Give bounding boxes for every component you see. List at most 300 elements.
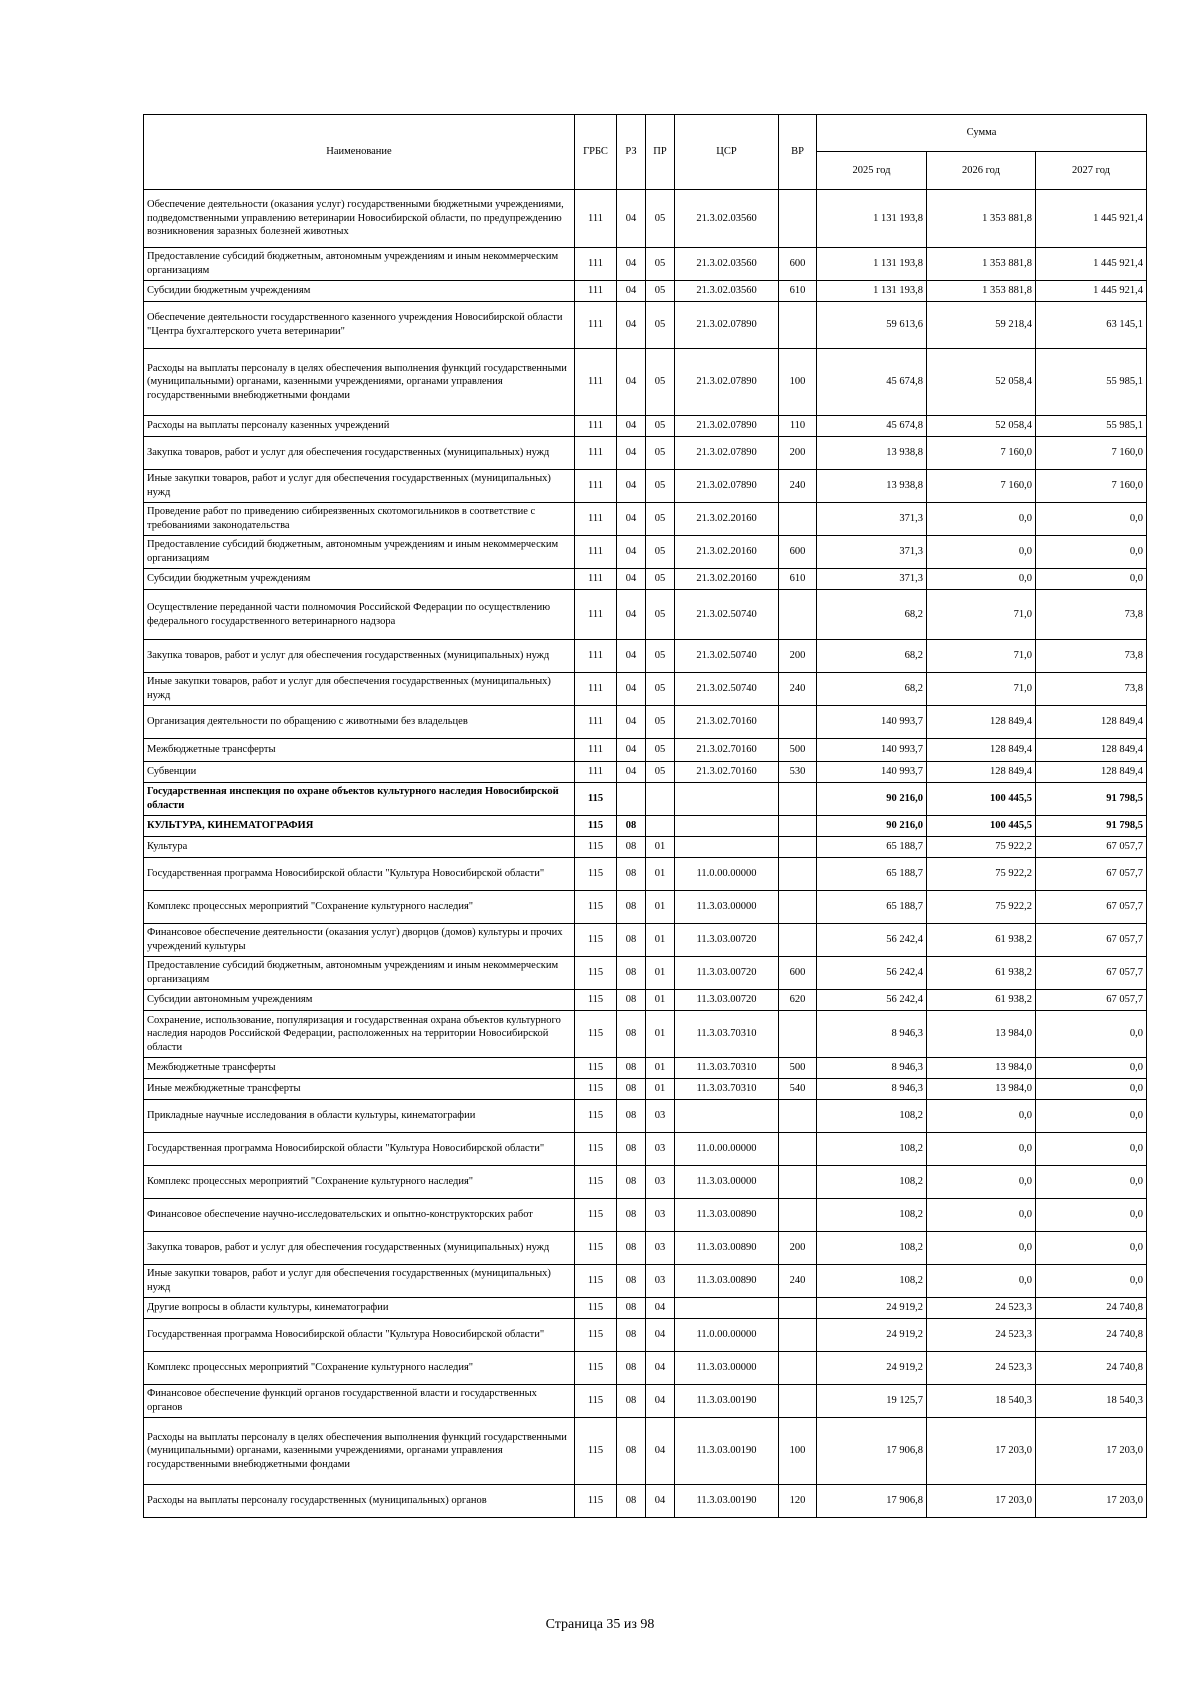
table-row [144,503,1147,536]
cell-sum-2027: 128 849,4 [1036,706,1147,739]
cell-rz: 08 [617,1011,646,1058]
cell-csr: 11.3.03.70310 [675,1011,779,1058]
cell-sum-2027: 73,8 [1036,640,1147,673]
cell-grbs: 115 [575,783,617,816]
cell-name: Иные закупки товаров, работ и услуг для обеспечения государственных (муниципальных) нужд [144,673,575,706]
table-row [144,924,1147,957]
cell-grbs: 115 [575,1385,617,1418]
table-row [144,590,1147,640]
cell-sum-2026: 61 938,2 [927,990,1036,1011]
cell-csr: 11.0.00.00000 [675,1133,779,1166]
cell-sum-2025: 17 906,8 [817,1418,927,1485]
cell-sum-2026: 52 058,4 [927,416,1036,437]
cell-sum-2027: 0,0 [1036,1011,1147,1058]
header-rz: РЗ [617,115,646,190]
table-row [144,1352,1147,1385]
cell-vr [779,1011,817,1058]
cell-vr [779,190,817,248]
cell-sum-2026: 128 849,4 [927,739,1036,762]
cell-csr: 21.3.02.07890 [675,302,779,349]
cell-sum-2025: 90 216,0 [817,816,927,837]
cell-csr: 21.3.02.70160 [675,706,779,739]
cell-pr: 01 [646,1079,675,1100]
cell-rz: 08 [617,1133,646,1166]
cell-name: Сохранение, использование, популяризация и государственная охрана объектов культурного наследия народов Российской Федерации, расположенных на территории Новосибирской области [144,1011,575,1058]
table-row [144,673,1147,706]
cell-grbs: 115 [575,1232,617,1265]
cell-rz: 04 [617,281,646,302]
cell-sum-2027: 18 540,3 [1036,1385,1147,1418]
cell-name: Предоставление субсидий бюджетным, автономным учреждениям и иным некоммерческим организациям [144,248,575,281]
cell-sum-2027: 0,0 [1036,1133,1147,1166]
cell-csr: 11.0.00.00000 [675,858,779,891]
cell-sum-2027: 7 160,0 [1036,437,1147,470]
cell-name: Субсидии бюджетным учреждениям [144,281,575,302]
cell-rz: 08 [617,1485,646,1518]
cell-rz: 04 [617,569,646,590]
cell-grbs: 115 [575,1298,617,1319]
cell-rz: 04 [617,590,646,640]
table-row [144,783,1147,816]
cell-sum-2027: 0,0 [1036,1199,1147,1232]
cell-csr [675,837,779,858]
table-row [144,1166,1147,1199]
table-row [144,248,1147,281]
table-row [144,1265,1147,1298]
table-row [144,1079,1147,1100]
cell-pr: 05 [646,569,675,590]
cell-csr: 11.3.03.00890 [675,1265,779,1298]
cell-name: Комплекс процессных мероприятий "Сохранение культурного наследия" [144,1352,575,1385]
cell-sum-2025: 24 919,2 [817,1352,927,1385]
cell-name: Обеспечение деятельности (оказания услуг) государственными бюджетными учреждениями, подведомственными управлению ветеринарии Новосибирской области, по предупреждению возникновения заразных болезней животных [144,190,575,248]
cell-pr: 03 [646,1133,675,1166]
cell-sum-2025: 65 188,7 [817,858,927,891]
cell-vr: 500 [779,739,817,762]
cell-sum-2027: 0,0 [1036,1265,1147,1298]
cell-rz: 08 [617,1199,646,1232]
cell-rz: 08 [617,924,646,957]
cell-vr [779,1385,817,1418]
cell-sum-2026: 17 203,0 [927,1485,1036,1518]
cell-csr: 11.3.03.70310 [675,1058,779,1079]
table-row [144,1485,1147,1518]
cell-vr [779,858,817,891]
cell-rz: 08 [617,1265,646,1298]
cell-csr: 21.3.02.50740 [675,590,779,640]
cell-rz: 08 [617,1385,646,1418]
cell-vr [779,1319,817,1352]
cell-grbs: 111 [575,437,617,470]
cell-sum-2026: 75 922,2 [927,891,1036,924]
cell-sum-2025: 140 993,7 [817,739,927,762]
cell-sum-2027: 0,0 [1036,569,1147,590]
cell-vr: 600 [779,248,817,281]
cell-name: Государственная программа Новосибирской области "Культура Новосибирской области" [144,858,575,891]
cell-grbs: 111 [575,640,617,673]
cell-pr: 03 [646,1166,675,1199]
cell-pr: 05 [646,190,675,248]
cell-sum-2025: 65 188,7 [817,891,927,924]
header-csr: ЦСР [675,115,779,190]
cell-grbs: 115 [575,990,617,1011]
cell-sum-2026: 1 353 881,8 [927,281,1036,302]
cell-grbs: 111 [575,416,617,437]
cell-pr: 04 [646,1418,675,1485]
cell-rz: 08 [617,990,646,1011]
cell-rz: 04 [617,640,646,673]
cell-name: Иные закупки товаров, работ и услуг для обеспечения государственных (муниципальных) нужд [144,1265,575,1298]
cell-name: Расходы на выплаты персоналу в целях обеспечения выполнения функций государственными (муниципальными) органами, казенными учреждениями, органами управления государственными внебюджетными фондами [144,349,575,416]
cell-rz: 08 [617,1319,646,1352]
cell-name: Осуществление переданной части полномочия Российской Федерации по осуществлению федерального государственного ветеринарного надзора [144,590,575,640]
cell-vr [779,590,817,640]
table-row [144,1232,1147,1265]
cell-rz: 08 [617,1352,646,1385]
cell-grbs: 115 [575,1166,617,1199]
cell-sum-2025: 59 613,6 [817,302,927,349]
cell-csr: 11.3.03.00890 [675,1232,779,1265]
cell-sum-2025: 56 242,4 [817,990,927,1011]
table-row [144,1133,1147,1166]
cell-sum-2026: 7 160,0 [927,470,1036,503]
cell-name: Прикладные научные исследования в области культуры, кинематографии [144,1100,575,1133]
cell-pr: 03 [646,1265,675,1298]
cell-sum-2027: 1 445 921,4 [1036,281,1147,302]
cell-sum-2025: 108,2 [817,1100,927,1133]
cell-csr: 21.3.02.50740 [675,673,779,706]
cell-grbs: 111 [575,470,617,503]
cell-name: Расходы на выплаты персоналу государственных (муниципальных) органов [144,1485,575,1518]
cell-pr: 01 [646,858,675,891]
cell-sum-2027: 67 057,7 [1036,837,1147,858]
cell-pr: 05 [646,706,675,739]
cell-pr: 05 [646,281,675,302]
table-row [144,816,1147,837]
header-pr: ПР [646,115,675,190]
cell-grbs: 111 [575,762,617,783]
cell-sum-2025: 45 674,8 [817,416,927,437]
table-row [144,1418,1147,1485]
cell-sum-2026: 13 984,0 [927,1011,1036,1058]
cell-pr: 05 [646,673,675,706]
cell-grbs: 115 [575,1352,617,1385]
cell-pr: 05 [646,437,675,470]
cell-sum-2025: 108,2 [817,1232,927,1265]
cell-sum-2025: 140 993,7 [817,706,927,739]
table-row [144,1058,1147,1079]
cell-sum-2025: 24 919,2 [817,1319,927,1352]
cell-sum-2027: 0,0 [1036,503,1147,536]
cell-grbs: 115 [575,1058,617,1079]
cell-sum-2026: 59 218,4 [927,302,1036,349]
cell-sum-2027: 67 057,7 [1036,891,1147,924]
cell-sum-2027: 0,0 [1036,1058,1147,1079]
cell-rz: 08 [617,891,646,924]
cell-sum-2025: 68,2 [817,590,927,640]
cell-rz: 08 [617,957,646,990]
cell-csr: 21.3.02.70160 [675,762,779,783]
cell-sum-2025: 1 131 193,8 [817,190,927,248]
cell-grbs: 115 [575,1485,617,1518]
cell-rz: 04 [617,416,646,437]
cell-csr: 11.3.03.00720 [675,990,779,1011]
cell-sum-2027: 0,0 [1036,1079,1147,1100]
cell-csr [675,1298,779,1319]
cell-grbs: 111 [575,248,617,281]
cell-name: Комплекс процессных мероприятий "Сохранение культурного наследия" [144,1166,575,1199]
cell-grbs: 115 [575,1011,617,1058]
cell-name: Закупка товаров, работ и услуг для обеспечения государственных (муниципальных) нужд [144,640,575,673]
cell-vr: 100 [779,349,817,416]
cell-sum-2027: 63 145,1 [1036,302,1147,349]
cell-vr [779,1352,817,1385]
cell-sum-2026: 75 922,2 [927,837,1036,858]
cell-pr: 05 [646,590,675,640]
cell-pr: 05 [646,503,675,536]
table-row [144,858,1147,891]
cell-pr: 05 [646,248,675,281]
cell-rz: 04 [617,302,646,349]
table-row [144,957,1147,990]
cell-sum-2027: 67 057,7 [1036,858,1147,891]
cell-sum-2025: 56 242,4 [817,924,927,957]
cell-pr: 04 [646,1352,675,1385]
cell-csr [675,816,779,837]
cell-sum-2025: 19 125,7 [817,1385,927,1418]
cell-pr [646,816,675,837]
cell-name: Субсидии автономным учреждениям [144,990,575,1011]
cell-sum-2027: 73,8 [1036,590,1147,640]
cell-name: КУЛЬТУРА, КИНЕМАТОГРАФИЯ [144,816,575,837]
table-row [144,536,1147,569]
cell-csr: 21.3.02.70160 [675,739,779,762]
cell-rz: 08 [617,1232,646,1265]
cell-vr: 540 [779,1079,817,1100]
cell-grbs: 111 [575,590,617,640]
cell-name: Иные закупки товаров, работ и услуг для обеспечения государственных (муниципальных) нужд [144,470,575,503]
cell-sum-2025: 371,3 [817,569,927,590]
header-year-2026: 2026 год [927,152,1036,190]
cell-grbs: 115 [575,957,617,990]
cell-rz: 08 [617,1298,646,1319]
cell-pr: 03 [646,1199,675,1232]
cell-rz: 04 [617,248,646,281]
cell-grbs: 115 [575,837,617,858]
table-row [144,1385,1147,1418]
cell-sum-2026: 71,0 [927,590,1036,640]
cell-pr: 01 [646,924,675,957]
cell-sum-2026: 13 984,0 [927,1079,1036,1100]
budget-table [143,114,1147,1518]
page-number: Страница 35 из 98 [545,1617,655,1632]
cell-rz: 04 [617,739,646,762]
cell-csr: 21.3.02.20160 [675,569,779,590]
cell-pr: 04 [646,1319,675,1352]
cell-sum-2025: 8 946,3 [817,1079,927,1100]
cell-sum-2025: 371,3 [817,503,927,536]
cell-vr: 610 [779,569,817,590]
cell-sum-2025: 17 906,8 [817,1485,927,1518]
cell-grbs: 115 [575,1319,617,1352]
cell-sum-2027: 24 740,8 [1036,1319,1147,1352]
cell-rz: 04 [617,437,646,470]
cell-name: Государственная инспекция по охране объектов культурного наследия Новосибирской области [144,783,575,816]
cell-vr: 600 [779,536,817,569]
cell-sum-2027: 0,0 [1036,536,1147,569]
cell-pr: 01 [646,990,675,1011]
cell-sum-2026: 1 353 881,8 [927,190,1036,248]
cell-sum-2027: 73,8 [1036,673,1147,706]
table-row [144,1011,1147,1058]
cell-sum-2027: 17 203,0 [1036,1418,1147,1485]
cell-csr: 21.3.02.07890 [675,437,779,470]
cell-sum-2025: 24 919,2 [817,1298,927,1319]
cell-pr [646,783,675,816]
cell-csr: 11.3.03.00890 [675,1199,779,1232]
cell-name: Расходы на выплаты персоналу в целях обеспечения выполнения функций государственными (муниципальными) органами, казенными учреждениями, органами управления государственными внебюджетными фондами [144,1418,575,1485]
cell-pr: 03 [646,1232,675,1265]
cell-pr: 05 [646,536,675,569]
cell-sum-2026: 128 849,4 [927,706,1036,739]
cell-vr [779,1166,817,1199]
cell-pr: 05 [646,739,675,762]
cell-pr: 04 [646,1385,675,1418]
header-sum: Сумма [817,115,1147,152]
cell-sum-2026: 100 445,5 [927,816,1036,837]
cell-sum-2025: 1 131 193,8 [817,248,927,281]
cell-sum-2026: 128 849,4 [927,762,1036,783]
cell-sum-2027: 128 849,4 [1036,739,1147,762]
cell-vr: 200 [779,1232,817,1265]
cell-sum-2026: 0,0 [927,503,1036,536]
cell-sum-2027: 128 849,4 [1036,762,1147,783]
cell-rz: 04 [617,470,646,503]
cell-pr: 04 [646,1298,675,1319]
cell-name: Межбюджетные трансферты [144,739,575,762]
cell-sum-2026: 18 540,3 [927,1385,1036,1418]
cell-name: Закупка товаров, работ и услуг для обеспечения государственных (муниципальных) нужд [144,1232,575,1265]
table-row [144,1100,1147,1133]
cell-pr: 01 [646,891,675,924]
table-row [144,470,1147,503]
cell-name: Межбюджетные трансферты [144,1058,575,1079]
cell-vr [779,1298,817,1319]
cell-sum-2025: 108,2 [817,1133,927,1166]
header-year-2025: 2025 год [817,152,927,190]
cell-rz: 04 [617,190,646,248]
header-vr: ВР [779,115,817,190]
cell-name: Обеспечение деятельности государственного казенного учреждения Новосибирской области "Центра бухгалтерского учета ветеринарии" [144,302,575,349]
cell-sum-2027: 0,0 [1036,1100,1147,1133]
cell-sum-2026: 13 984,0 [927,1058,1036,1079]
cell-csr: 11.3.03.00720 [675,957,779,990]
cell-rz: 04 [617,503,646,536]
cell-sum-2025: 68,2 [817,640,927,673]
cell-sum-2027: 1 445 921,4 [1036,190,1147,248]
cell-name: Комплекс процессных мероприятий "Сохранение культурного наследия" [144,891,575,924]
cell-grbs: 115 [575,1199,617,1232]
table-row [144,416,1147,437]
cell-sum-2026: 0,0 [927,569,1036,590]
table-row [144,1298,1147,1319]
table-row [144,891,1147,924]
cell-pr: 05 [646,349,675,416]
cell-sum-2027: 67 057,7 [1036,957,1147,990]
table-row [144,640,1147,673]
header-grbs: ГРБС [575,115,617,190]
cell-pr: 05 [646,302,675,349]
cell-sum-2025: 371,3 [817,536,927,569]
table-row [144,837,1147,858]
cell-sum-2025: 108,2 [817,1166,927,1199]
cell-sum-2026: 71,0 [927,673,1036,706]
cell-sum-2027: 0,0 [1036,1166,1147,1199]
cell-vr [779,837,817,858]
cell-sum-2025: 65 188,7 [817,837,927,858]
cell-vr: 620 [779,990,817,1011]
cell-pr: 01 [646,1058,675,1079]
cell-sum-2026: 24 523,3 [927,1352,1036,1385]
cell-vr: 500 [779,1058,817,1079]
cell-vr [779,302,817,349]
cell-grbs: 115 [575,1079,617,1100]
cell-sum-2026: 24 523,3 [927,1319,1036,1352]
cell-rz: 08 [617,858,646,891]
cell-sum-2026: 100 445,5 [927,783,1036,816]
cell-vr: 100 [779,1418,817,1485]
cell-rz: 04 [617,706,646,739]
cell-grbs: 111 [575,349,617,416]
cell-csr: 21.3.02.03560 [675,190,779,248]
cell-sum-2025: 140 993,7 [817,762,927,783]
cell-sum-2025: 13 938,8 [817,437,927,470]
cell-rz: 04 [617,536,646,569]
cell-vr: 110 [779,416,817,437]
cell-sum-2025: 68,2 [817,673,927,706]
cell-sum-2025: 56 242,4 [817,957,927,990]
cell-vr: 200 [779,640,817,673]
table-row [144,349,1147,416]
cell-sum-2026: 0,0 [927,1232,1036,1265]
cell-rz: 08 [617,837,646,858]
cell-rz: 08 [617,1100,646,1133]
table-body [144,190,1147,1518]
cell-vr [779,783,817,816]
cell-pr: 04 [646,1485,675,1518]
cell-sum-2026: 24 523,3 [927,1298,1036,1319]
cell-grbs: 111 [575,503,617,536]
cell-sum-2026: 0,0 [927,1265,1036,1298]
cell-rz: 08 [617,1058,646,1079]
cell-sum-2027: 91 798,5 [1036,783,1147,816]
cell-sum-2026: 61 938,2 [927,924,1036,957]
cell-pr: 01 [646,837,675,858]
cell-name: Государственная программа Новосибирской области "Культура Новосибирской области" [144,1319,575,1352]
cell-csr: 11.3.03.00190 [675,1418,779,1485]
cell-csr: 21.3.02.07890 [675,470,779,503]
cell-pr: 01 [646,957,675,990]
cell-vr [779,816,817,837]
cell-csr: 21.3.02.03560 [675,248,779,281]
table-row [144,739,1147,762]
cell-name: Субвенции [144,762,575,783]
cell-rz: 08 [617,1079,646,1100]
cell-csr: 21.3.02.20160 [675,503,779,536]
cell-grbs: 115 [575,1265,617,1298]
cell-vr [779,1199,817,1232]
cell-csr: 11.3.03.00000 [675,891,779,924]
